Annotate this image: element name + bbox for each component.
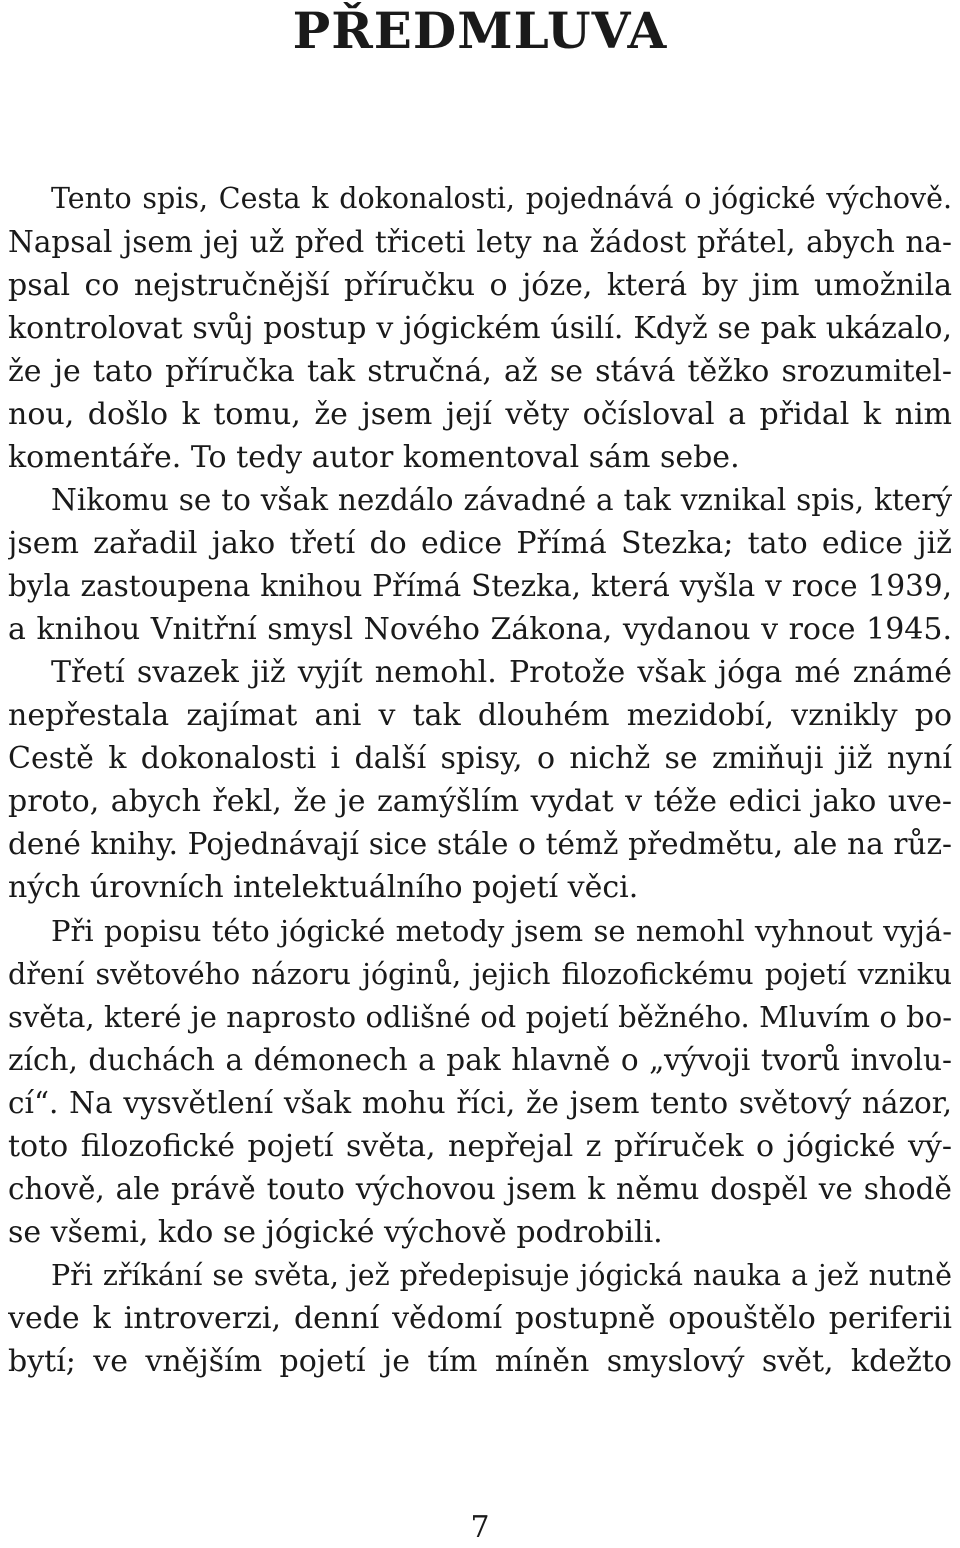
paragraph-1-line-3: psal co nejstručnější příručku o józe, která by jim umožnila (8, 268, 952, 303)
paragraph-2-line-9: dené knihy. Pojednávají sice stále o témž předmětu, ale na růz- (8, 827, 952, 861)
paragraph-2-line-5: Třetí svazek již vyjít nemohl. Protože však jóga mé známé (51, 655, 952, 690)
paragraph-2-line-1: Nikomu se to však nezdálo závadné a tak vznikal spis, který (51, 483, 952, 517)
paragraph-2-line-6: nepřestala zajímat ani v tak dlouhém mezidobí, vznikly po (8, 698, 952, 733)
paragraph-3-line-5: cí“. Na vysvětlení však mohu říci, že jsem tento světový názor, (8, 1086, 952, 1120)
paragraph-3-line-1: Při popisu této jógické metody jsem se nemohl vyhnout vyjá- (51, 914, 952, 948)
paragraph-3-line-7: chově, ale právě touto výchovou jsem k němu dospěl ve shodě (8, 1172, 952, 1206)
paragraph-2-line-2: jsem zařadil jako třetí do edice Přímá Stezka; tato edice již (8, 526, 952, 561)
paragraph-4-line-2: vede k introverzi, denní vědomí postupně opouštělo periferii (8, 1301, 952, 1336)
paragraph-1-line-6: nou, došlo k tomu, že jsem její věty očísloval a přidal k nim (8, 397, 952, 432)
paragraph-1-line-7: komentáře. To tedy autor komentoval sám sebe. (8, 440, 740, 475)
paragraph-2-line-3: byla zastoupena knihou Přímá Stezka, která vyšla v roce 1939, (8, 569, 952, 603)
paragraph-2-line-7: Cestě k dokonalosti i další spisy, o nichž se zmiňuji již nyní (8, 741, 952, 776)
paragraph-3-line-4: zích, duchách a démonech a pak hlavně o „vývoji tvorů involu- (8, 1043, 952, 1077)
page-title: PŘEDMLUVA (292, 1, 668, 60)
paragraph-1-line-4: kontrolovat svůj postup v jógickém úsilí. Když se pak ukázalo, (8, 311, 952, 346)
paragraph-3-line-3: světa, které je naprosto odlišné od pojetí běžného. Mluvím o bo- (8, 1000, 952, 1034)
paragraph-2-line-4: a knihou Vnitřní smysl Nového Zákona, vydanou v roce 1945. (8, 612, 952, 647)
paragraph-2-line-8: proto, abych řekl, že je zamýšlím vydat v téže edici jako uve- (8, 784, 952, 819)
paragraph-3-line-6: toto filozofické pojetí světa, nepřejal z příruček o jógické vý- (8, 1129, 952, 1164)
paragraph-4-line-3: bytí; ve vnějším pojetí je tím míněn smyslový svět, kdežto (8, 1344, 952, 1379)
paragraph-1-line-5: že je tato příručka tak stručná, až se stává těžko srozumitel- (8, 354, 952, 389)
paragraph-4-line-1: Při zříkání se světa, jež předepisuje jógická nauka a jež nutně (51, 1259, 952, 1292)
paragraph-1-line-1: Tento spis, Cesta k dokonalosti, pojednává o jógické výchově. (51, 182, 952, 215)
paragraph-3-line-8: se všemi, kdo se jógické výchově podrobili. (8, 1215, 663, 1250)
page-number: 7 (470, 1510, 490, 1545)
paragraph-3-line-2: dření světového názoru jóginů, jejich filozofickému pojetí vzniku (8, 958, 952, 991)
paragraph-2-line-10: ných úrovních intelektuálního pojetí věci. (8, 870, 639, 905)
paragraph-1-line-2: Napsal jsem jej už před třiceti lety na žádost přátel, abych na- (8, 225, 952, 259)
